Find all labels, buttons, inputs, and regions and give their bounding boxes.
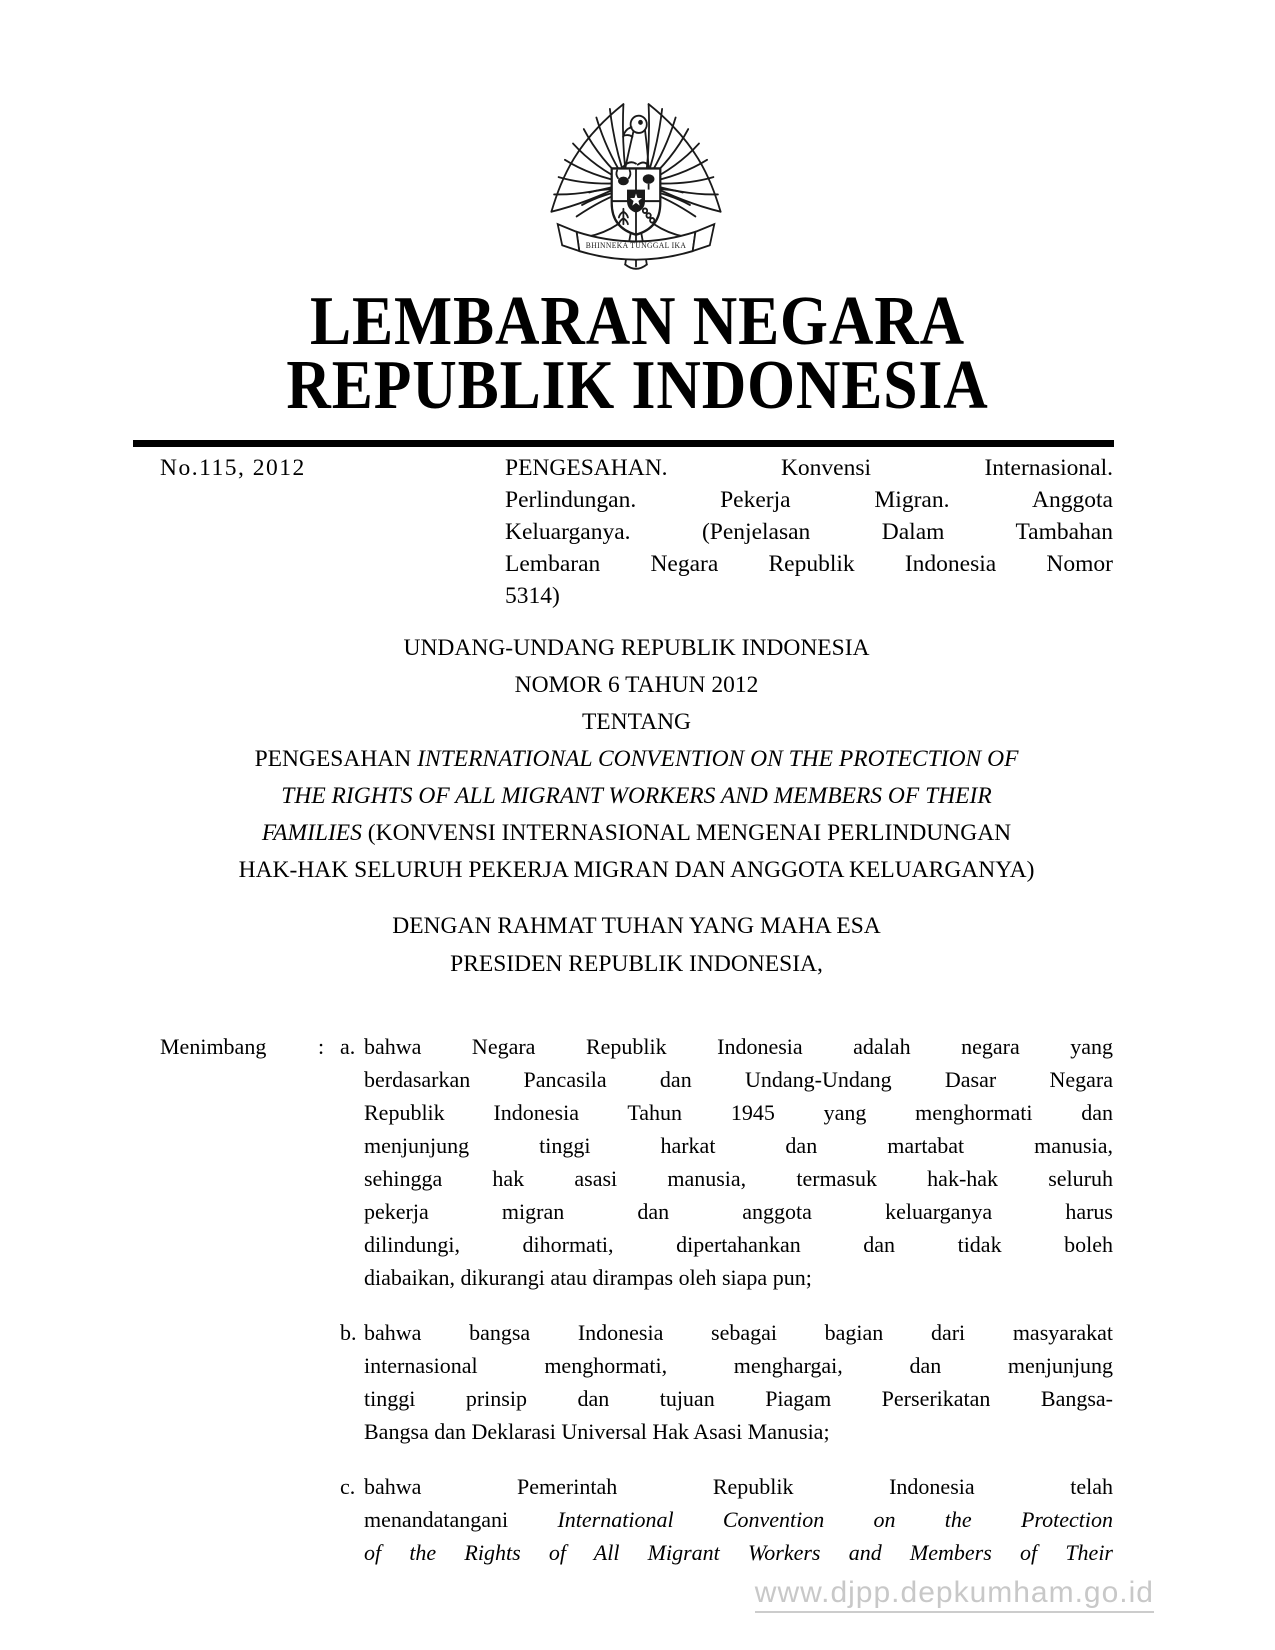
considerations-items [340, 1030, 1113, 1569]
heading-regular-text: PENGESAHAN [254, 746, 412, 772]
considerations-separator: : [318, 1034, 325, 1059]
item-marker: c. [340, 1474, 356, 1499]
masthead-line-2: REPUBLIK INDONESIA [286, 347, 989, 424]
text-line: internasional menghormati, menghargai, dan menjunjung [364, 1353, 1113, 1378]
garuda-pancasila-emblem [546, 84, 726, 276]
heading-italic-text: FAMILIES [261, 820, 362, 846]
authority-line: PRESIDEN REPUBLIK INDONESIA, [450, 951, 823, 977]
consideration-item-a [340, 1030, 1113, 1294]
considerations-label: Menimbang [160, 1034, 267, 1059]
subject-line: PENGESAHAN. Konvensi Internasional. [505, 455, 1113, 481]
italic-text: International Convention on the Protection [557, 1507, 1113, 1532]
item-text [364, 1470, 1113, 1569]
gazette-header [160, 452, 1113, 612]
heading-italic-text: INTERNATIONAL CONVENTION ON THE PROTECTION OF [417, 746, 1019, 772]
law-heading-line: HAK-HAK SELURUH PEKERJA MIGRAN DAN ANGGOTA KELUARGANYA) [238, 857, 1035, 883]
masthead [0, 283, 1275, 424]
head-and-neck-icon [623, 116, 648, 169]
text-line: sehingga hak asasi manusia, termasuk hak-hak seluruh [364, 1166, 1113, 1191]
item-text [364, 1030, 1113, 1294]
masthead-divider [133, 440, 1114, 447]
subject-line: Perlindungan. Pekerja Migran. Anggota [505, 487, 1113, 513]
text-line: Bangsa dan Deklarasi Universal Hak Asasi Manusia; [364, 1419, 830, 1444]
subject-line: 5314) [505, 583, 560, 609]
law-heading-line [160, 815, 1113, 852]
regular-text: menandatangani [364, 1507, 509, 1532]
consideration-item-b [340, 1316, 1113, 1448]
text-line: pekerja migran dan anggota keluarganya harus [364, 1199, 1113, 1224]
subject-line: Lembaran Negara Republik Indonesia Nomor [505, 551, 1113, 577]
text-line: Republik Indonesia Tahun 1945 yang menghormati dan [364, 1100, 1113, 1125]
text-line: diabaikan, dikurangi atau dirampas oleh siapa pun; [364, 1265, 812, 1290]
pancasila-shield [612, 168, 661, 234]
heading-italic-text: THE RIGHTS OF ALL MIGRANT WORKERS AND MEMBERS OF THEIR [281, 783, 992, 809]
text-line: berdasarkan Pancasila dan Undang-Undang Dasar Negara [364, 1067, 1113, 1092]
gazette-subject [505, 452, 1113, 612]
tentang-line: TENTANG [581, 709, 692, 735]
gazette-number: No.115, 2012 [160, 455, 306, 481]
italic-text-line: of the Rights of All Migrant Workers and Members of Their [364, 1540, 1113, 1565]
law-heading-line [160, 741, 1113, 778]
invocation-line: DENGAN RAHMAT TUHAN YANG MAHA ESA [392, 913, 881, 939]
text-line [364, 1503, 1113, 1536]
subject-line: Keluarganya. (Penjelasan Dalam Tambahan [505, 519, 1113, 545]
heading-regular-text: (KONVENSI INTERNASIONAL MENGENAI PERLINDUNGAN [367, 820, 1012, 846]
item-marker: a. [340, 1034, 356, 1059]
watermark-url: www.djpp.depkumham.go.id [755, 1576, 1154, 1613]
text-line: tinggi prinsip dan tujuan Piagam Perserikatan Bangsa- [364, 1386, 1113, 1411]
text-line: menjunjung tinggi harkat dan martabat manusia, [364, 1133, 1113, 1158]
text-line: bahwa Negara Republik Indonesia adalah negara yang [364, 1034, 1113, 1059]
masthead-line-1: LEMBARAN NEGARA [310, 283, 965, 360]
text-line: bahwa bangsa Indonesia sebagai bagian dari masyarakat [364, 1320, 1113, 1345]
motto-text: BHINNEKA TUNGGAL IKA [585, 240, 687, 251]
consideration-item-c [340, 1470, 1113, 1569]
item-text [364, 1316, 1113, 1448]
text-line: bahwa Pemerintah Republik Indonesia telah [364, 1474, 1113, 1499]
considerations-block [160, 1030, 1113, 1569]
item-marker: b. [340, 1320, 357, 1345]
law-number-line: NOMOR 6 TAHUN 2012 [514, 672, 759, 698]
text-line: dilindungi, dihormati, dipertahankan dan tidak boleh [364, 1232, 1113, 1257]
law-heading-line: UNDANG-UNDANG REPUBLIK INDONESIA [403, 635, 870, 661]
law-heading [160, 630, 1113, 889]
